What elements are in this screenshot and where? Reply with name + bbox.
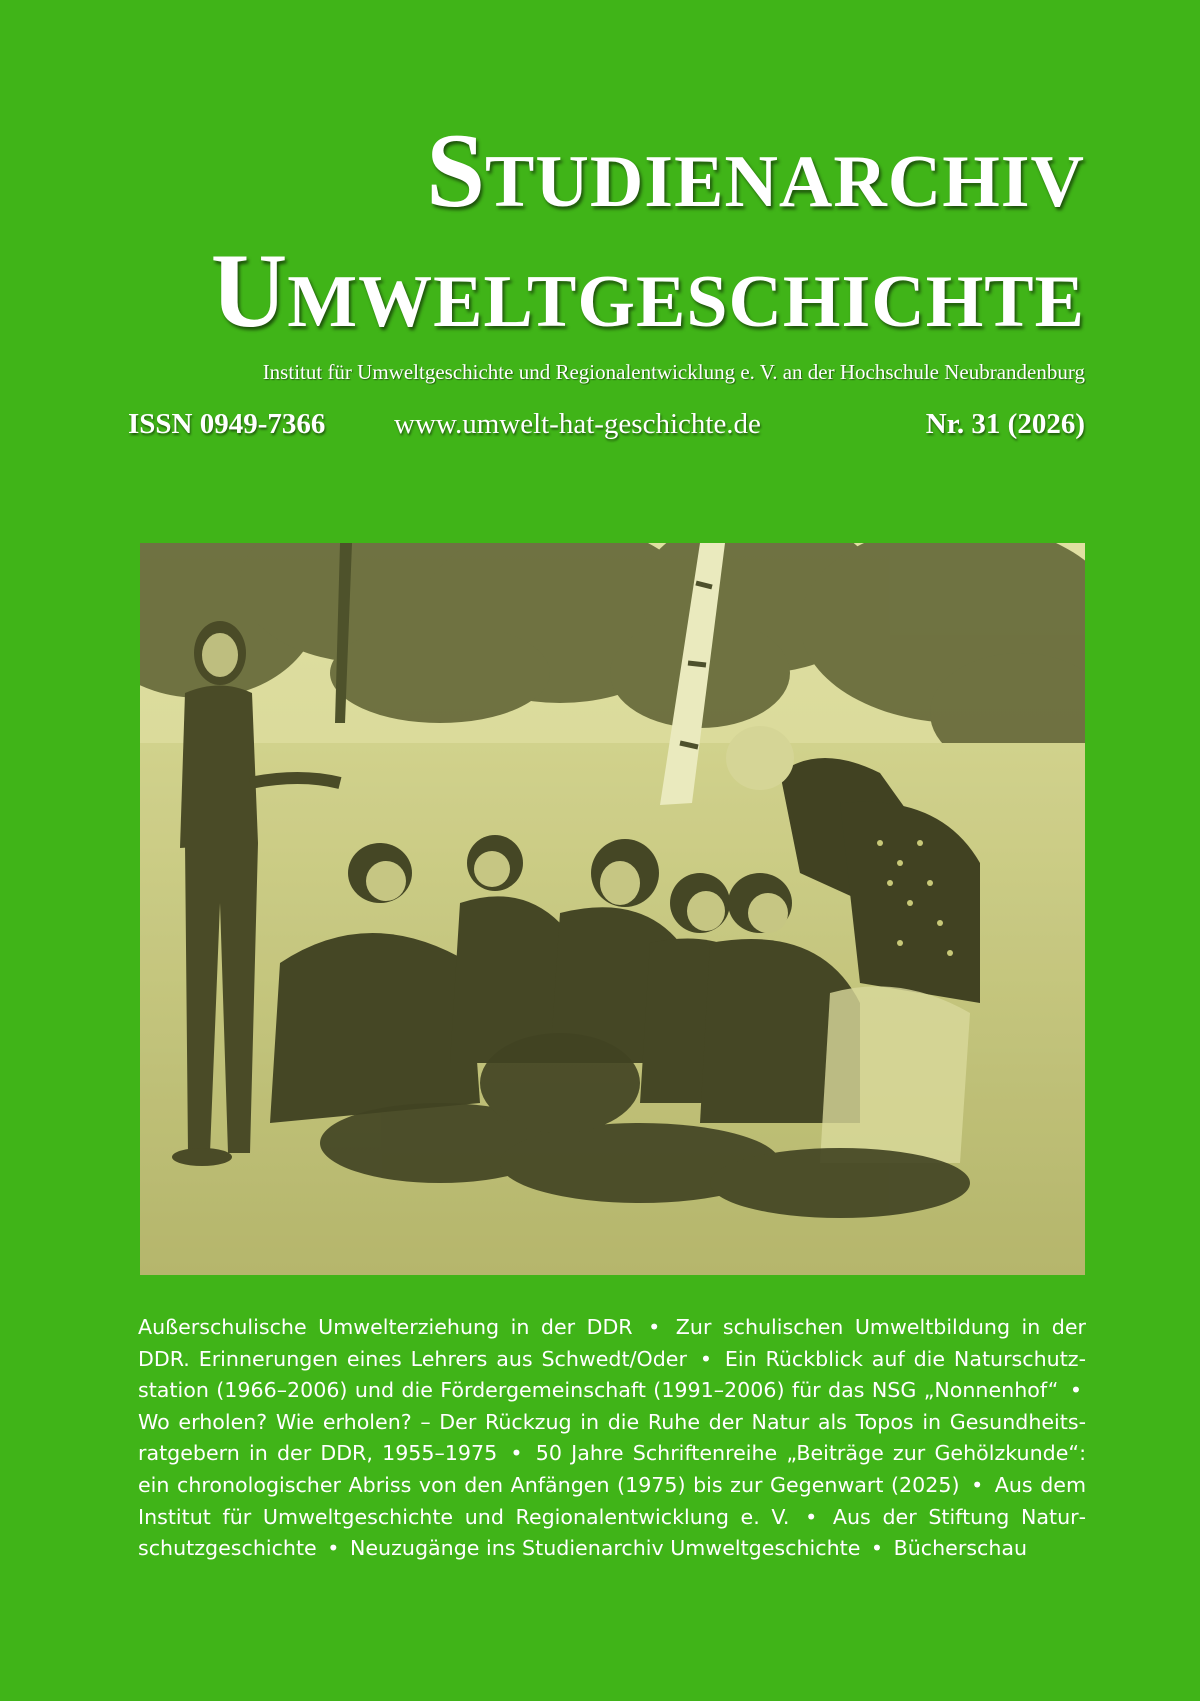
bullet-separator: •: [327, 1536, 340, 1561]
table-of-contents: [138, 1312, 1086, 1565]
contents-item: Außerschulische Umwelterziehung in der DDR: [138, 1315, 633, 1339]
bullet-separator: •: [971, 1472, 984, 1497]
photo-group-of-children-in-nature-icon: [140, 543, 1085, 1275]
cover-photo: [140, 543, 1085, 1275]
bullet-separator: •: [510, 1441, 523, 1466]
bullet-separator: •: [870, 1536, 884, 1561]
bullet-separator: •: [648, 1315, 661, 1339]
title-line-2: [210, 232, 1085, 349]
title-line-1-rest: TUDIENARCHIV: [485, 141, 1085, 223]
issn: ISSN 0949-7366: [128, 408, 326, 440]
contents-item: 50 Jahre Schriftenreihe „Beiträge zur Gehölzkunde“: ein chronologischer Abriss von den Anfängen (1975) bis zur Gegenwart (2025): [138, 1441, 1087, 1497]
institute-line: Institut für Umweltgeschichte und Regionalentwicklung e. V. an der Hochschule Neubrandenburg: [262, 360, 1085, 384]
bullet-separator: •: [1069, 1378, 1082, 1403]
bullet-separator: •: [699, 1346, 712, 1371]
website-url: www.umwelt-hat-geschichte.de: [394, 408, 761, 440]
issue-number: Nr. 31 (2026): [925, 408, 1085, 440]
contents-item: Neuzugänge ins Studienarchiv Umweltgeschichte: [349, 1536, 861, 1561]
title-line-2-initial: U: [210, 232, 288, 349]
title-line-1: [426, 112, 1085, 229]
contents-item: Bücherschau: [893, 1536, 1028, 1561]
contents-item: Zur schulischen Umweltbildung in der DDR. Erinnerungen eines Lehrers aus Schwedt/Oder: [138, 1315, 1087, 1371]
contents-item: Ein Rückblick auf die Naturschutzstation (1966–2006) und die Fördergemeinschaft (1991–2006) für das NSG „Nonnenhof“: [138, 1346, 1087, 1403]
contents-item: Aus der Stiftung Naturschutzgeschichte: [138, 1504, 1087, 1561]
title-line-1-initial: S: [426, 112, 486, 229]
contents-item: Aus dem Institut für Umweltgeschichte und Regionalentwicklung e. V.: [138, 1472, 1087, 1529]
contents-item: Wo erholen? Wie erholen? – Der Rückzug in die Ruhe der Natur als Topos in Gesundheitsratgebern in der DDR, 1955–1975: [138, 1409, 1086, 1466]
bullet-separator: •: [805, 1504, 818, 1529]
title-line-2-rest: MWELTGESCHICHTE: [287, 261, 1085, 343]
